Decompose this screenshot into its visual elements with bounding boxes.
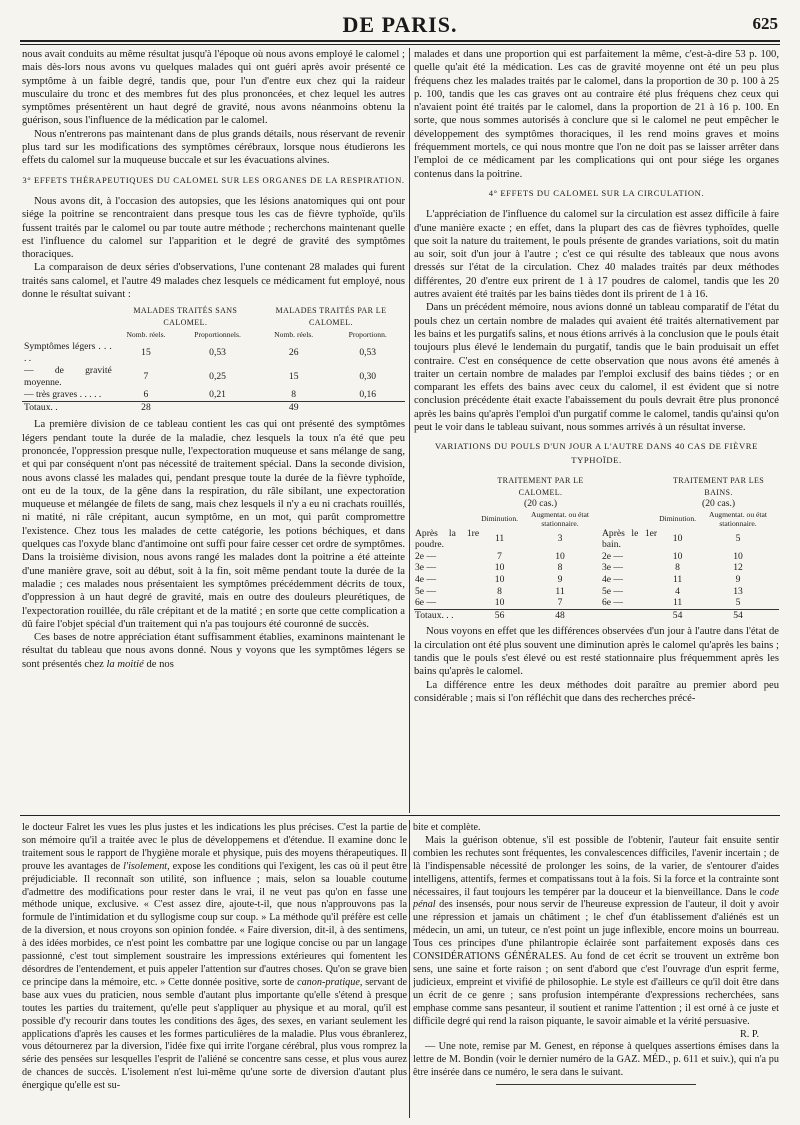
cell: 0,21 bbox=[209, 389, 226, 401]
table-row bbox=[22, 389, 405, 402]
cell: 8 bbox=[497, 585, 502, 597]
paragraph: Nous n'entrerons pas maintenant dans de plus grands détails, nous réservant de revenir plus tard sur les modifications des symptômes cérébraux, lorsque nous étudierons les effets du calomel sur la muqueuse buccale et sur les évacuations alvines. bbox=[22, 128, 405, 167]
note-paragraph: — Une note, remise par M. Genest, en réponse à quelques assertions émises dans la lettre de M. Bondin (voir le dernier numéro de la GAZ. MÉD., p. 611 et suiv.), qui n'a pu être insérée dans ce numéro, le sera dans le suivant. bbox=[413, 1041, 779, 1079]
row-label: Totaux. . bbox=[22, 402, 114, 415]
table-header: TRAITEMENT PAR LES BAINS. bbox=[672, 475, 765, 497]
table-row bbox=[414, 597, 779, 609]
cell: 0,53 bbox=[209, 347, 226, 359]
table-row bbox=[22, 341, 405, 365]
row-label: 6e — bbox=[601, 597, 624, 609]
column-left-upper bbox=[22, 48, 405, 813]
table-header: MALADES TRAITÉS SANS CALOMEL. bbox=[133, 306, 238, 328]
cell: 28 bbox=[114, 402, 178, 415]
paragraph: malades et dans une proportion qui est parfaitement la même, c'est-à-dire 53 p. 100, quelle qu'ait été la médication. Les cas de gravité moyenne ont été un peu plus fréquens chez les malades traités par le calomel, dans la proportion de 30 p. 100 à 25 p. 100, tandis que les cas graves ont au contraire été plus fréquens chez ceux qui n'avaient point été traités par le calomel, dans la proportion de 21 à 16 p. 100. En sorte, que nous sommes autorisés à conclure que si le calomel ne peut empêcher le développement des symptômes thoraciques, il les rend moins graves et moins fréquemment mortels, ce qui nous montre que l'on ne doit pas se laisser arrêter dans l'emploi de ce médicament par les complications qui ont pour siége les organes contenus dans la poitrine. bbox=[414, 49, 779, 180]
cell: 10 bbox=[672, 533, 683, 545]
italic-text: la moitié bbox=[106, 658, 144, 670]
column-divider bbox=[409, 820, 410, 1118]
table-title: VARIATIONS DU POULS D'UN JOUR A L'AUTRE DANS 40 CAS DE FIÈVRE TYPHOÏDE. bbox=[435, 441, 758, 465]
row-label: 5e — bbox=[601, 585, 624, 597]
row-label: 5e — bbox=[415, 585, 437, 597]
running-title: DE PARIS. bbox=[342, 12, 458, 37]
cell: 8 bbox=[291, 389, 297, 401]
cell: 15 bbox=[141, 347, 151, 359]
text-run: des insensés, pour nous servir de l'heureuse expression de l'auteur, il doit y avoir une répression et jamais un châtiment ; le chef d'un établissement d'aliénés est un médecin, un ami, un tuteur, ce n'est point un juge inflexible, encore moins un bourreau. Tous ces principes d'une philantropie éclairée sont parfaitement exposés dans ces CONSIDÉRATIONS GÉNÉRALES. Au fond de cet écrit se trouvent un extrême bon sens, une saine et forte raison ; on sent d'abord que c'est l'ouvrage d'un esprit ferme, judicieux, empreint et vivifié de philosophie. Le style est d'ailleurs ce qu'il doit être dans un écrit de ce genre ; sans profusion intempérante d'expressions recherchées, sans emphase comme sans pesanteur, il soutient et ranime l'attention ; il est orné à ce juste et difficile degré qui rend la raison piquante, le savoir aimable et la vérité persuasive. bbox=[413, 899, 779, 1027]
cell: 4 bbox=[675, 585, 680, 597]
paragraph bbox=[22, 822, 407, 1093]
cell: 10 bbox=[494, 574, 505, 586]
italic-text: canon-pratique bbox=[297, 976, 360, 988]
row-label: Après la 1re poudre. bbox=[415, 527, 480, 551]
cell: 0,53 bbox=[359, 347, 377, 359]
section-heading: 4° EFFETS DU CALOMEL SUR LA CIRCULATION. bbox=[488, 187, 705, 198]
column-right-lower bbox=[413, 822, 779, 1122]
cell: 0,25 bbox=[209, 371, 226, 383]
italic-text: l'isolement bbox=[123, 860, 168, 872]
table-row bbox=[414, 562, 779, 574]
column-subheader: Augmentat. ou état stationnaire. bbox=[531, 509, 589, 528]
row-label: — très graves . . . . . bbox=[24, 389, 102, 401]
cell: 10 bbox=[733, 550, 743, 562]
column-divider bbox=[409, 48, 410, 813]
row-label: Symptômes légers . . . . . bbox=[24, 341, 112, 365]
cell: 8 bbox=[675, 562, 680, 574]
row-label: 6e — bbox=[415, 597, 437, 609]
pulse-table bbox=[414, 475, 779, 622]
cell: 3 bbox=[557, 533, 563, 545]
row-label: 2e — bbox=[415, 550, 437, 562]
column-subheader: Diminution. bbox=[659, 514, 697, 524]
cell: 7 bbox=[497, 550, 502, 562]
cell: 8 bbox=[557, 562, 563, 574]
paragraph: Dans un précédent mémoire, nous avions donné un tableau comparatif de l'état du pouls chez un certain nombre de malades qui avaient été traités alternativement par les bains et les purgatifs salins, et nous étions arrivés à la conclusion que le pouls était toujours plus élevé le lendemain du purgatif, tandis que le bain produisait un effet contraire. C'est en conséquence de cette observation que nous avons été amenés à traiter un certain nombre de malades par l'emploi exclusif des bains tièdes ; or en comparant les effets des bains avec ceux du calomel, il est évident que si notre conclusion précédente était exacte l'abaissement du pouls devrait être plus prononcé après les bains qu'après l'emploi d'un purgatif comme le calomel, tandis qu'ainsi qu'on peut le voir dans le tableau suivant, nous sommes arrivés à un résultat inverse. bbox=[414, 302, 779, 434]
column-subheader: Proportionnels. bbox=[194, 330, 241, 340]
paragraph: Nous voyons en effet que les différences observées d'un jour à l'autre dans l'état de la circulation ont été plus souvent une diminution après le calomel qu'après les bains ; tandis que le pouls s'est élevé ou est resté stationnaire plus fréquemment après les bains qu'après le calomel. bbox=[414, 626, 779, 678]
paragraph: bite et complète. bbox=[413, 822, 481, 833]
paragraph: L'appréciation de l'influence du calomel sur la circulation est assez difficile à faire d'une manière exacte ; en effet, dans la plupart des cas de fièvres typhoïdes, quelle que soit la nature du traitement, le pouls présente de grandes variations, soit du matin au soir, soit d'un jour à l'autre ; c'est ce qui résulte des tableaux que nous avons dressés sur l'état de la circulation. Chez 40 malades traités par deux méthodes différentes, 20 d'entre eux prirent de 1 à 17 poudres de calomel, tandis que les 20 autres avaient été traités par les bains tièdes dont ils prirent de 1 à 16. bbox=[414, 209, 779, 301]
column-subheader: Nomb. réels. bbox=[126, 330, 166, 340]
paragraph bbox=[413, 835, 779, 1029]
cell: 0,16 bbox=[359, 389, 377, 401]
table-row bbox=[414, 586, 779, 598]
row-label: 2e — bbox=[601, 550, 624, 562]
table-row bbox=[414, 551, 779, 563]
cell: 26 bbox=[288, 347, 299, 359]
signature: R. P. bbox=[740, 1028, 759, 1040]
table-total-row bbox=[414, 609, 779, 621]
text-run: le docteur Falret les vues les plus justes et les indications les plus précises. C'est la partie de son mémoire qu'il a traitée avec le plus de développemens et d'étendue. Il examine donc le traitement sous le rapport de l'hygiène morale et physique, puis des moyens thérapeutiques. Il prouve les avantages de bbox=[22, 822, 407, 872]
case-count: (20 cas.) bbox=[524, 498, 558, 510]
paragraph bbox=[22, 631, 405, 671]
paragraph: La première division de ce tableau contient les cas qui ont présenté des symptômes légers pendant toute la durée de la maladie, chez lesquels la toux n'a été que peu prononcée, l'oppression presque nulle, l'expectoration muqueuse et sans mélange de sang, et qui par conséquent n'ont pas nécessité de traitement spécial. Dans la seconde division, nous avons classé les malades qui, pendant presque toute la durée de la fièvre typhoïde, ont eu de la toux, de la gêne dans la respiration, du râle sibilant, une expectoration muqueuse et mélangée de filets de sang, mais chez lesquels il n'y a eu ni crachats rouillés, ni matité, ni râle crépitant, aucun symptôme, en un mot, qui parût compromettre l'existence. Chez tous les malades de cette catégorie, les potions béchiques, et dans quelques cas l'oxyde blanc d'antimoine ont suffi pour faire cesser cet ordre de symptômes. Dans la troisième division, nous avons rangé les malades dont la poitrine a été atteinte d'une manière grave, soit au début, soit à la fin, soit même pendant toute la durée de la maladie ; ces malades nous présentaient les symptômes précédemment décrits de toux, d'oppression à un haut degré de gravité, mais en outre des douleurs pleurétiques, de l'expectoration rouillée, du râle crépitant et de la matité ; en sorte que cette complication a dû faire l'objet spécial d'un traitement qui n'a pas toujours été couronné de succès. bbox=[22, 419, 405, 630]
cell: 15 bbox=[288, 371, 299, 383]
paragraph: Nous avons dit, à l'occasion des autopsies, que les lésions anatomiques qui ont pour siége la poitrine se rencontraient dans presque tous les cas de fièvre typhoïde, qu'ils fussent traités par le calomel ou par toute autre méthode ; recherchons maintenant quelle est l'influence du calomel sur l'apparition et le degré de gravité des symptômes thoraciques. bbox=[22, 195, 405, 261]
row-label: 3e — bbox=[601, 562, 624, 574]
section-heading: 3° EFFETS THÉRAPEUTIQUES DU CALOMEL SUR LES ORGANES DE LA RESPIRATION. bbox=[22, 174, 405, 185]
text-run: Ces bases de notre appréciation étant suffisamment établies, examinons maintenant le résultat du tableau que nous avons donné. Nous y voyons que les symptômes légers se sont présentés chez bbox=[22, 632, 405, 670]
column-right-upper bbox=[414, 48, 779, 813]
column-subheader: Nomb. réels. bbox=[274, 330, 314, 340]
cell: 11 bbox=[672, 597, 683, 609]
cell: 11 bbox=[555, 585, 565, 597]
cell: 13 bbox=[733, 585, 743, 597]
page-header bbox=[20, 10, 780, 40]
case-count: (20 cas.) bbox=[702, 498, 736, 510]
row-label: Après le 1er bain. bbox=[601, 527, 658, 551]
cell: 11 bbox=[672, 574, 683, 586]
row-label: 4e — bbox=[415, 574, 437, 586]
column-subheader: Diminution. bbox=[481, 514, 519, 524]
table-row bbox=[22, 365, 405, 389]
cell: 10 bbox=[494, 597, 505, 609]
table-header: TRAITEMENT PAR LE CALOMEL. bbox=[497, 475, 584, 497]
header-rule-thin bbox=[20, 44, 780, 45]
row-label: 3e — bbox=[415, 562, 437, 574]
paragraph: nous avait conduits au même résultat jusqu'à l'époque où nous avons employé le calomel ; mais dès-lors nous avons vu quelques malades qui ont guéri après avoir présenté ce symptôme à un faible degré, tandis que, pour l'un d'entre eux chez qui la raideur musculaire du tronc et des membres fut des plus prononcées, et chez lequel les autres symptômes présentèrent un haut degré de gravité, nous avons néanmoins obtenu la guérison, sous l'influence de la médication par le calomel. bbox=[22, 49, 405, 127]
cell: 54 bbox=[658, 609, 697, 621]
cell: 7 bbox=[557, 597, 563, 609]
cell: 5 bbox=[735, 533, 741, 545]
paragraph: La comparaison de deux séries d'observations, l'une contenant 28 malades qui furent traités sans calomel, et l'autre 49 malades chez lesquels ce médicament fut employé, nous donne le résultat suivant : bbox=[22, 262, 405, 301]
paragraph: La différence entre les deux méthodes doit paraître au premier abord peu considérable ; mais si l'on réfléchit que dans des recherches précé- bbox=[414, 679, 779, 704]
column-subheader: Augmentat. ou état stationnaire. bbox=[709, 509, 768, 528]
cell: 10 bbox=[494, 562, 505, 574]
table-header: MALADES TRAITÉS PAR LE CALOMEL. bbox=[275, 306, 387, 328]
table-row bbox=[414, 574, 779, 586]
cell: 11 bbox=[494, 533, 505, 545]
text-run: , servant de base aux vues du praticien, nous semble d'autant plus importante qu'elle s'étend à presque toutes les parties du traitement, qu'elle peut s'appliquer au physique et au moral, qu'il est possible d'y recourir dans toutes les conditions des âges, des sexes, en variant seulement les applications d'après les causes et les formes particulières de la maladie. Plus vous ébranlerez, vous détournerez par la diversion, l'idée fixe qui irrite l'organe cérébral, plus vous romprez la série des pensées sur lesquelles l'esprit de l'aliéné se concentre sans cesse, et plus vous aurez de chances de succès. L'isolement n'est lui-même qu'une sorte de diversion d'autant plus énergique qu'elle est su- bbox=[22, 976, 407, 1092]
cell: 5 bbox=[735, 597, 741, 609]
column-left-lower bbox=[22, 822, 407, 1122]
cell: 54 bbox=[697, 609, 779, 621]
cell: 9 bbox=[557, 574, 563, 586]
table-row bbox=[414, 528, 779, 551]
end-rule bbox=[496, 1084, 696, 1085]
cell: 7 bbox=[143, 371, 149, 383]
feuilleton-divider bbox=[20, 815, 780, 816]
cell: 49 bbox=[257, 402, 330, 415]
italic-text: code pénal bbox=[413, 886, 779, 911]
text-run: Mais la guérison obtenue, s'il est possible de l'obtenir, l'auteur fait ensuite sentir combien les rechutes sont fréquentes, les convalescences difficiles, l'avenir incertain ; de là l'indispensable nécessité de prolonger les soins, de la varier, de s'entourer d'aides intelligens, attentifs, fermes et compatissans tout à la fois. Si la force et la contrainte sont nécessaires, il faut toujours les tempérer par la douceur et la bienveillance. Dans le bbox=[413, 834, 779, 898]
text-run: de nos bbox=[143, 658, 174, 670]
column-subheader: Proportionn. bbox=[348, 330, 387, 340]
row-label: Totaux. . . bbox=[414, 609, 480, 621]
cell: 10 bbox=[555, 550, 565, 562]
table-total-row bbox=[22, 402, 405, 415]
symptoms-table bbox=[22, 305, 405, 414]
header-rule bbox=[20, 40, 780, 42]
cell: 6 bbox=[143, 389, 149, 401]
cell: 56 bbox=[480, 609, 519, 621]
row-label: 4e — bbox=[601, 574, 624, 586]
page-number: 625 bbox=[752, 14, 778, 33]
cell: 12 bbox=[733, 562, 743, 574]
row-label: — de gravité moyenne. bbox=[24, 365, 112, 389]
cell: 10 bbox=[672, 550, 683, 562]
cell: 9 bbox=[735, 574, 741, 586]
cell: 48 bbox=[519, 609, 601, 621]
text-run: , expose les conditions qui l'exigent, les cas où il peut être préjudiciable. Il reconnaît son utilité, son influence ; mais, selon sa louable coutume d'admettre des modifications pour rester dans le vrai, il ne veut pas qu'on en fasse une méthode unique, exclusive. « C'est assez dire, ajoute-t-il, que nous n'approuvons pas la formule de l'intimidation et du syllogisme coup sur coup. » La méthode qu'il préfère est celle de la diversion, et nous croyons son opinion fondée. « Faire diversion, dit-il, à des sentimens, à des idées morbides, ce n'est point les combattre par une logique concise ou par un langage passionné, c'est tout simplement soustraire les impressions extérieures qui fomentent les désordres de l'entendement, et puis appeler l'attention sur d'autres choses. Qu'on se grave bien ce principe dans la mémoire, etc. » Cette donnée positive, sorte de bbox=[22, 860, 407, 988]
cell: 0,30 bbox=[359, 371, 377, 383]
